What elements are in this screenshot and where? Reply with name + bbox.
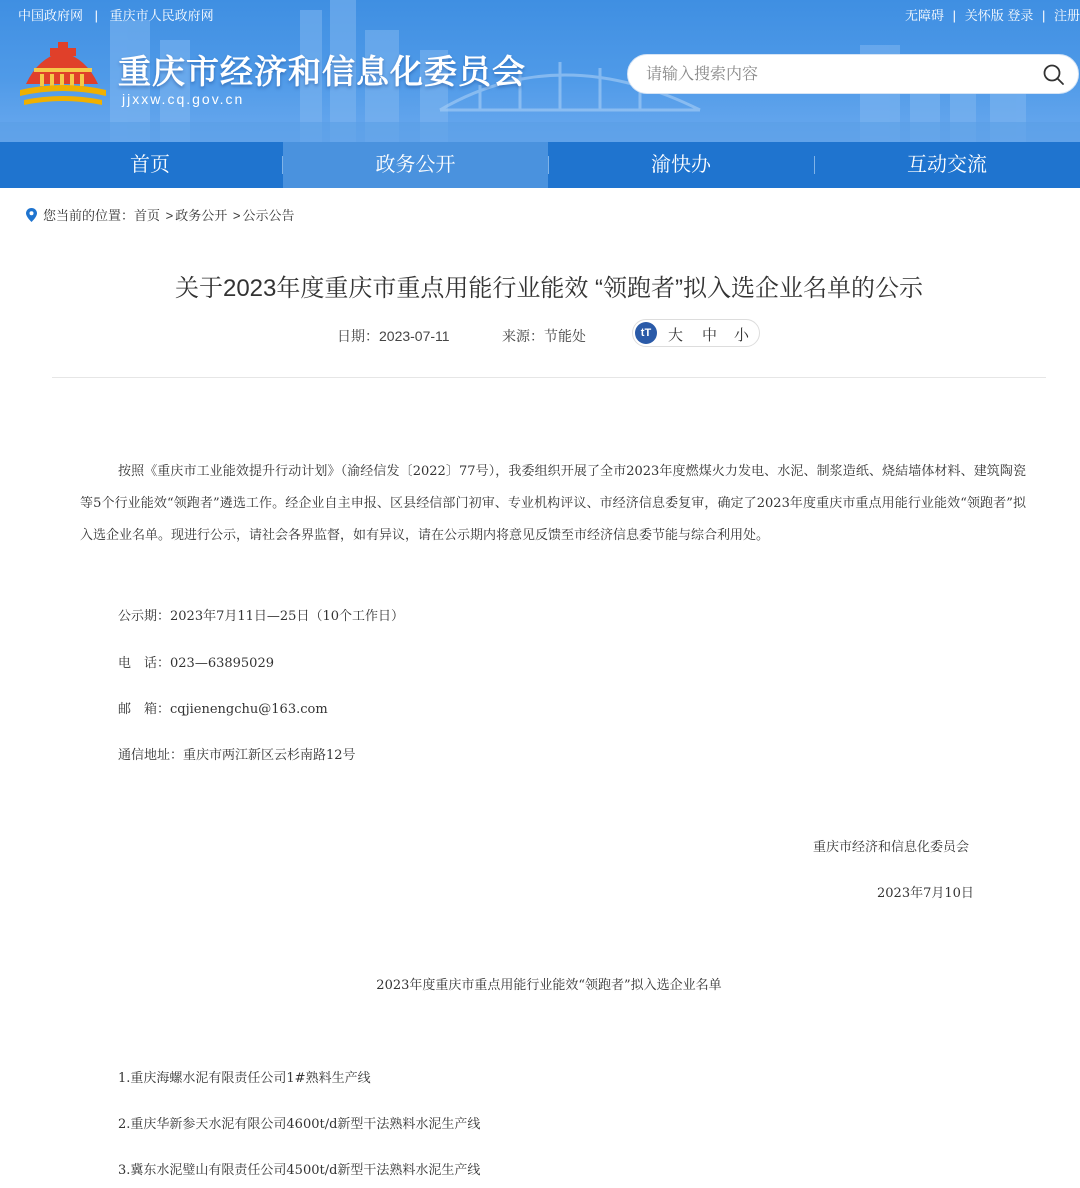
breadcrumb-home[interactable]: 首页 bbox=[134, 208, 161, 223]
nav-item-home[interactable]: 首页 bbox=[130, 154, 170, 176]
breadcrumb-separator: > bbox=[232, 208, 241, 223]
nav-item-interaction[interactable]: 互动交流 bbox=[907, 154, 987, 176]
breadcrumb-gov-affairs[interactable]: 政务公开 bbox=[175, 208, 228, 223]
site-domain: jjxxw.cq.gov.cn bbox=[122, 91, 245, 107]
breadcrumb-label: 您当前的位置： bbox=[43, 208, 135, 223]
site-title: 重庆市经济和信息化委员会 bbox=[118, 53, 526, 90]
nav-item-gov-affairs[interactable]: 政务公开 bbox=[283, 142, 548, 188]
font-size-icon: tT bbox=[635, 322, 657, 344]
contact-phone: 电 话：023—63895029 bbox=[118, 656, 274, 671]
divider: | bbox=[94, 8, 99, 23]
breadcrumb-announcements[interactable]: 公示公告 bbox=[242, 208, 295, 223]
search-input[interactable] bbox=[644, 63, 1028, 87]
article-date: 日期：2023-07-11 bbox=[337, 328, 450, 344]
article-title: 关于2023年度重庆市重点用能行业能效 “领跑者”拟入选企业名单的公示 bbox=[174, 275, 924, 302]
contact-address: 通信地址：重庆市两江新区云杉南路12号 bbox=[118, 748, 356, 763]
notice-period: 公示期：2023年7月11日—25日（10个工作日） bbox=[118, 609, 404, 624]
top-links-right bbox=[905, 5, 1080, 24]
list-item: 1.重庆海螺水泥有限责任公司1#熟料生产线 bbox=[118, 1071, 371, 1086]
breadcrumb-separator: > bbox=[165, 208, 174, 223]
link-login[interactable]: 登录 bbox=[1007, 8, 1034, 23]
title-divider bbox=[52, 377, 1046, 378]
location-pin-icon bbox=[26, 208, 37, 222]
top-links-left bbox=[18, 5, 214, 24]
divider: | bbox=[1041, 8, 1046, 23]
font-size-medium[interactable]: 中 bbox=[702, 327, 718, 344]
font-size-large[interactable]: 大 bbox=[668, 327, 684, 344]
list-title: 2023年度重庆市重点用能行业能效“领跑者”拟入选企业名单 bbox=[376, 978, 722, 993]
nav-item-yukuaiban[interactable]: 渝快办 bbox=[651, 154, 711, 176]
link-chongqing-gov[interactable]: 重庆市人民政府网 bbox=[109, 8, 214, 23]
font-size-switch bbox=[632, 319, 760, 347]
link-accessibility[interactable]: 无障碍 bbox=[905, 8, 945, 23]
signature: 重庆市经济和信息化委员会 bbox=[813, 840, 970, 855]
list-item: 3.冀东水泥璧山有限责任公司4500t/d新型干法熟料水泥生产线 bbox=[118, 1163, 481, 1178]
contact-email: 邮 箱：cqjienengchu@163.com bbox=[118, 702, 328, 717]
breadcrumb bbox=[26, 205, 295, 224]
list-item: 2.重庆华新参天水泥有限公司4600t/d新型干法熟料水泥生产线 bbox=[118, 1117, 481, 1132]
search-box bbox=[627, 54, 1079, 94]
header-banner bbox=[0, 0, 1080, 142]
link-register[interactable]: 注册 bbox=[1053, 8, 1080, 23]
article-paragraph: 按照《重庆市工业能效提升行动计划》（渝经信发〔2022〕77号），我委组织开展了全市2023年度燃煤火力发电、水泥、制浆造纸、烧結墙体材料、建筑陶瓷等5个行业能效“领跑者”遴选工作。经企业自主申报、区县经信部门初审、专业机构评议、市经济信息委复审，确定了2023年度重庆市重点用能行业能效“领跑者”拟入选企业名单。现进行公示，请社会各界监督，如有异议，请在公示期内将意见反馈至市经济信息委节能与综合利用处。 bbox=[80, 464, 1026, 543]
font-size-small[interactable]: 小 bbox=[734, 327, 750, 344]
search-icon[interactable] bbox=[1042, 63, 1066, 87]
divider: | bbox=[952, 8, 957, 23]
link-care-version[interactable]: 关怀版 bbox=[964, 8, 1004, 23]
article-source: 来源：节能处 bbox=[502, 328, 586, 344]
main-nav bbox=[0, 142, 1080, 188]
site-emblem-icon bbox=[20, 40, 106, 110]
sign-date: 2023年7月10日 bbox=[877, 886, 974, 901]
link-china-gov[interactable]: 中国政府网 bbox=[18, 8, 84, 23]
